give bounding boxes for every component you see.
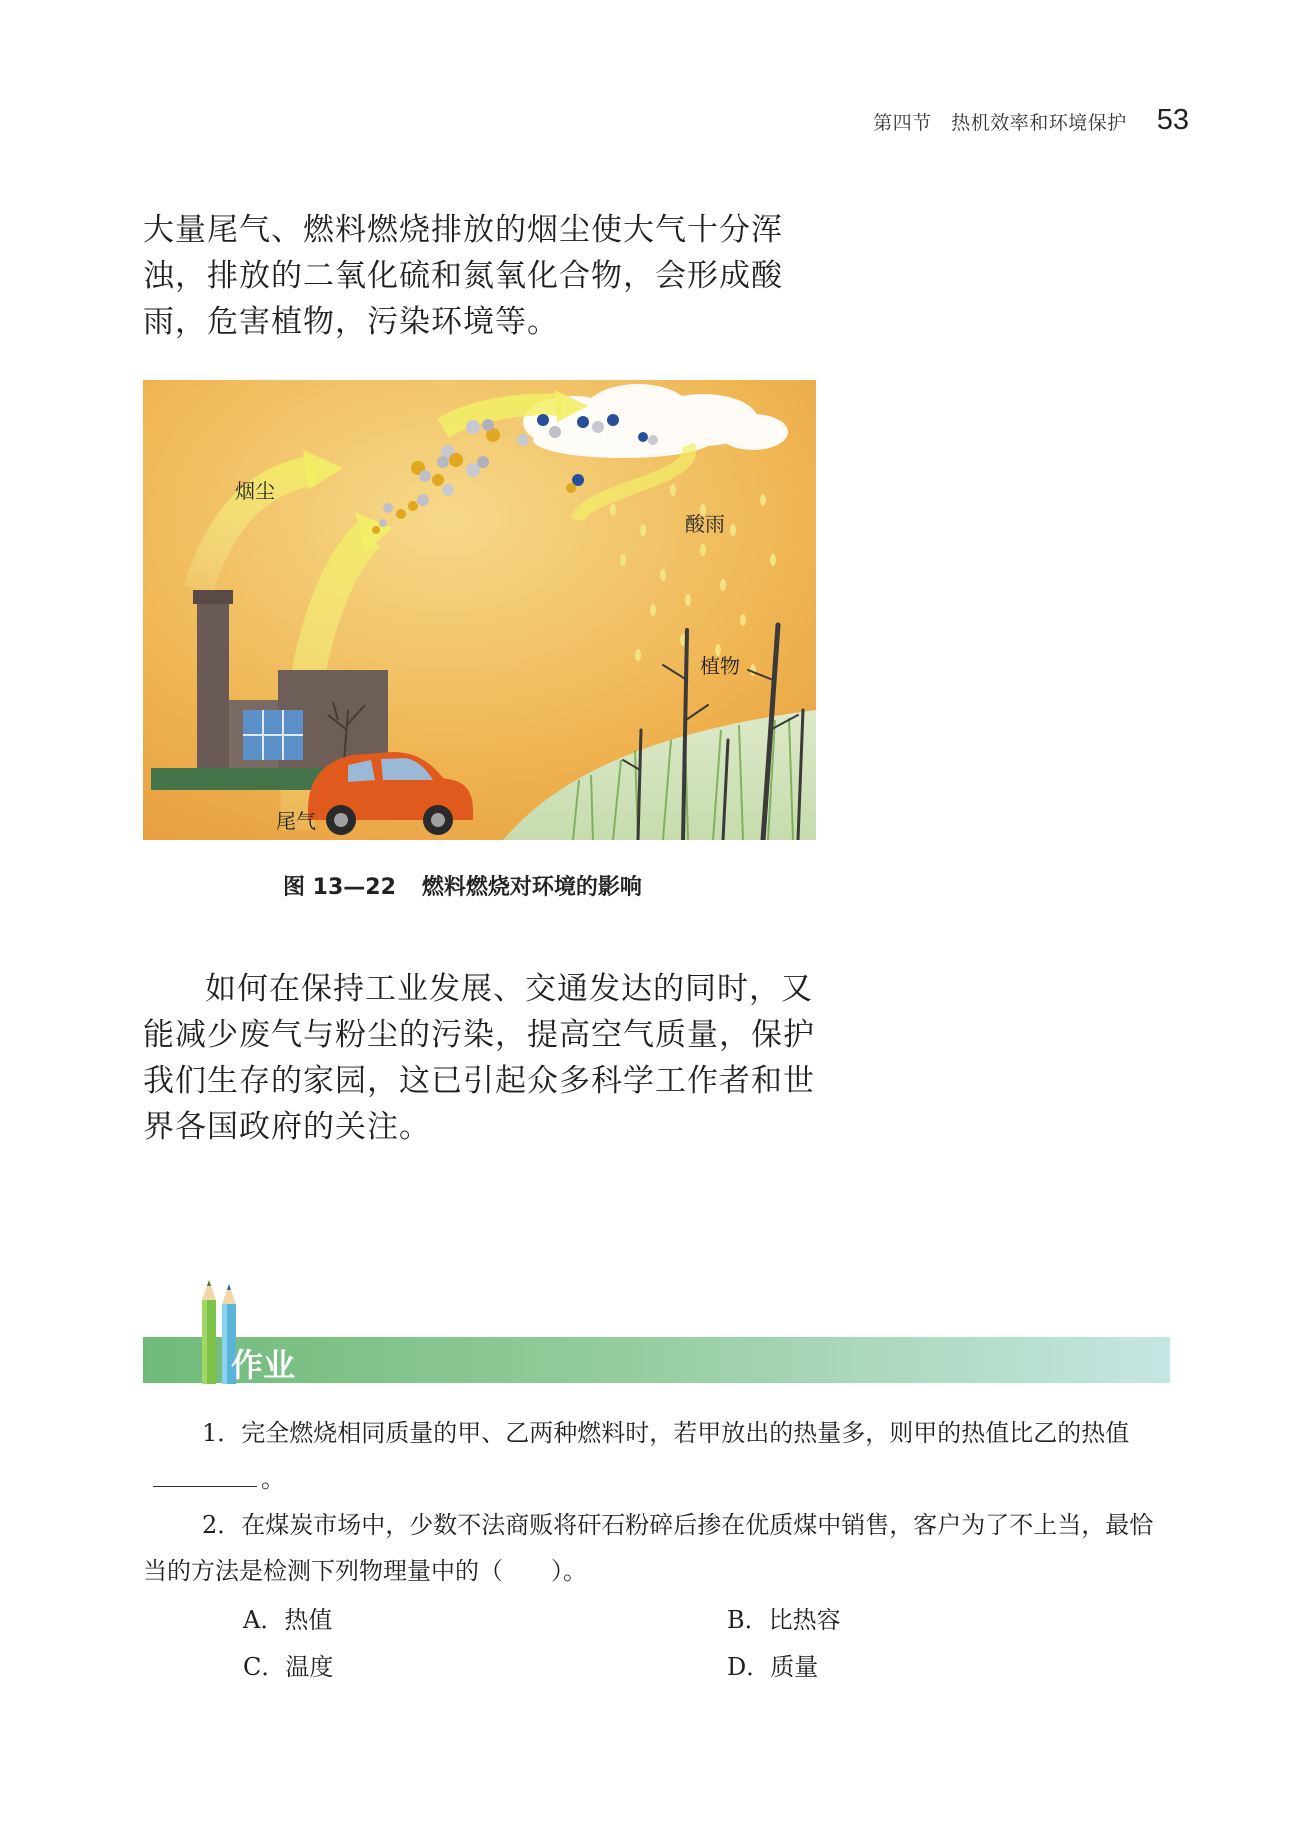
option-b: B．比热容 <box>727 1606 841 1634</box>
section-title: 第四节 热机效率和环境保护 <box>873 112 1127 134</box>
label-exhaust: 尾气 <box>276 809 316 833</box>
page-header <box>873 104 1189 137</box>
discussion-paragraph: 如何在保持工业发展、交通发达的同时，又能减少废气与粉尘的污染，提高空气质量，保护我们生存的家园，这已引起众多科学工作者和世界各国政府的关注。 <box>143 971 815 1145</box>
caption-number: 图 13—22 <box>283 875 396 900</box>
figure-caption <box>283 870 642 901</box>
homework-banner <box>143 1337 1170 1383</box>
option-c: C．温度 <box>243 1653 334 1681</box>
homework-title: 作业 <box>231 1346 296 1384</box>
intro-paragraph: 大量尾气、燃料燃烧排放的烟尘使大气十分浑浊，排放的二氧化硫和氮氧化合物，会形成酸雨，危害植物，污染环境等。 <box>143 212 783 340</box>
fuel-combustion-illustration <box>143 380 816 840</box>
label-plants: 植物 <box>700 654 740 678</box>
caption-text: 燃料燃烧对环境的影响 <box>421 875 642 900</box>
page-number: 53 <box>1156 104 1189 136</box>
option-d: D．质量 <box>727 1653 819 1681</box>
question-1-text: 1．完全燃烧相同质量的甲、乙两种燃料时，若甲放出的热量多，则甲的热值比乙的热值 <box>202 1419 1130 1447</box>
option-a: A．热值 <box>243 1606 333 1634</box>
answer-blank <box>153 1466 257 1487</box>
label-acid-rain: 酸雨 <box>685 512 725 536</box>
label-smoke-dust: 烟尘 <box>235 479 275 503</box>
question-1 <box>143 1410 1173 1502</box>
question-2: 2．在煤炭市场中，少数不法商贩将矸石粉碎后掺在优质煤中销售，客户为了不上当，最恰当的方法是检测下列物理量中的（ ）。 <box>143 1511 1154 1585</box>
question-1-end: 。 <box>261 1465 285 1493</box>
figure-illustration <box>143 380 816 840</box>
